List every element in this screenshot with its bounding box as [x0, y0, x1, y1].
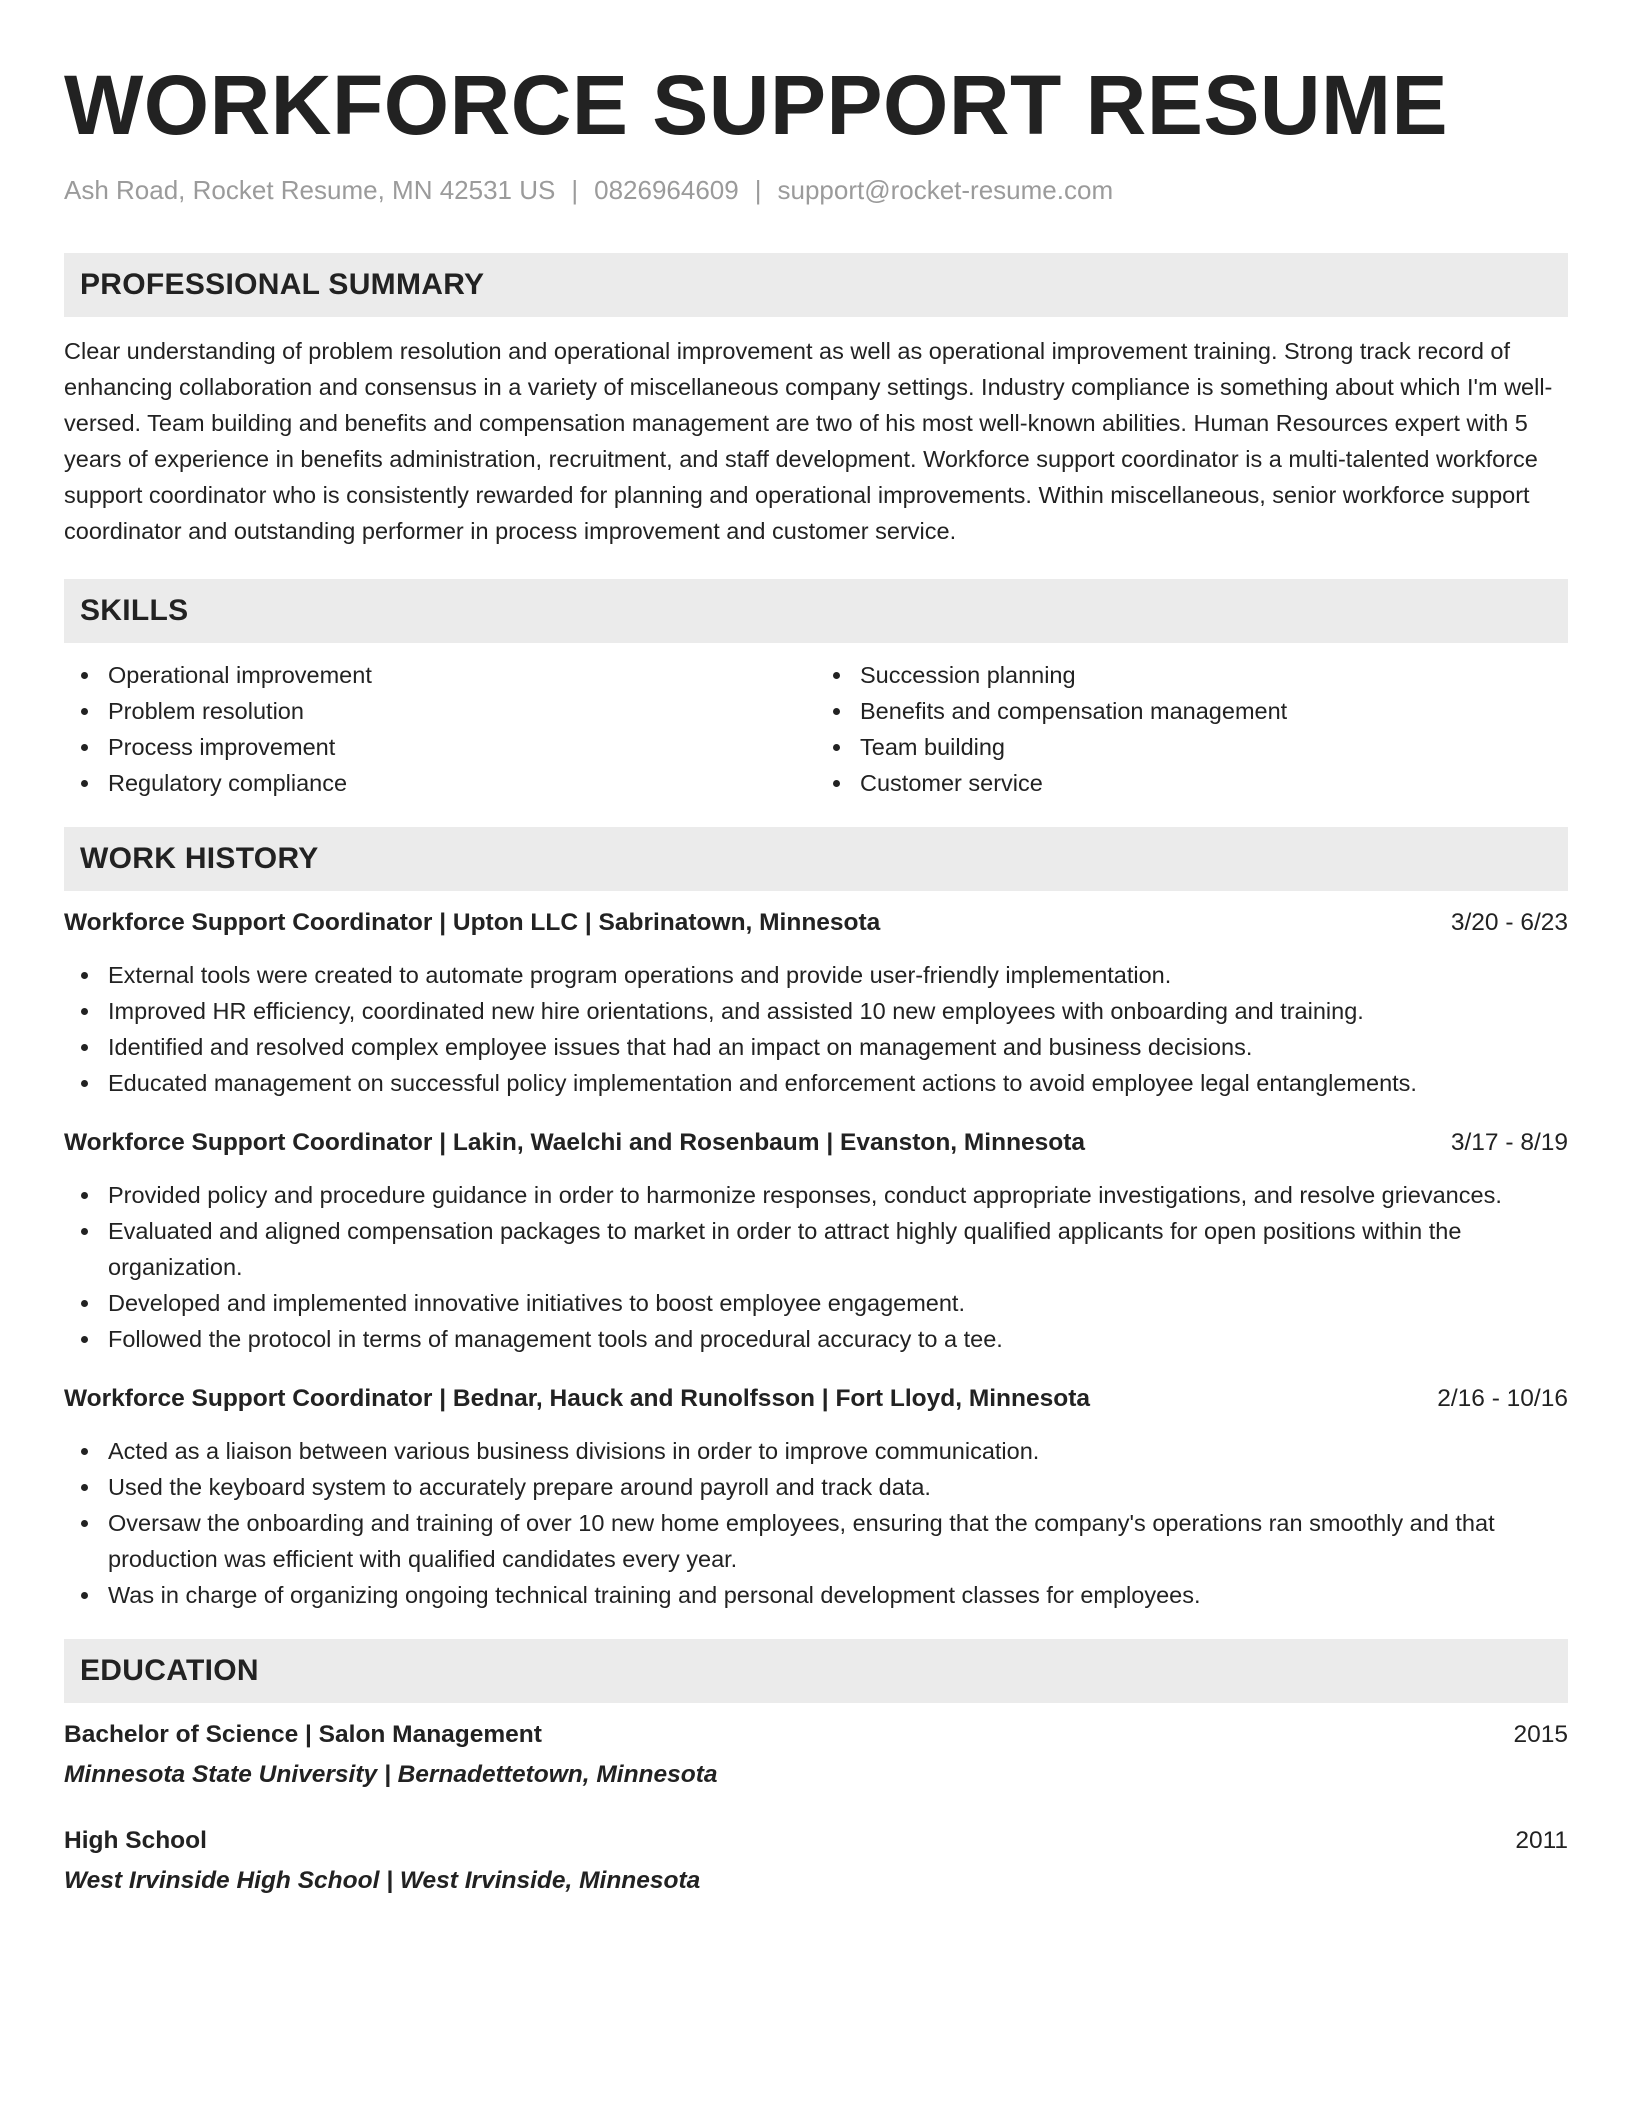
section-header-skills: SKILLS [64, 579, 1568, 643]
education-row [64, 1821, 1568, 1861]
skill-item: Team building [816, 729, 1568, 765]
job-bullet: Followed the protocol in terms of management tools and procedural accuracy to a tee. [64, 1321, 1568, 1357]
job-bullet: Provided policy and procedure guidance in order to harmonize responses, conduct appropriate investigations, and resolve grievances. [64, 1177, 1568, 1213]
job-bullet: Improved HR efficiency, coordinated new hire orientations, and assisted 10 new employees with onboarding and training. [64, 993, 1568, 1029]
resume-title: WORKFORCE SUPPORT RESUME [64, 58, 1449, 152]
job-bullet: Identified and resolved complex employee issues that had an impact on management and business decisions. [64, 1029, 1568, 1065]
job-bullet: Developed and implemented innovative initiatives to boost employee engagement. [64, 1285, 1568, 1321]
summary-paragraph: Clear understanding of problem resolution and operational improvement as well as operational improvement training. Strong track record of enhancing collaboration and consensus in a variety of miscellaneous company settings. Industry compliance is something about which I'm well-versed. Team building and benefits and compensation management are two of his most well-known abilities. Human Resources expert with 5 years of experience in benefits administration, recruitment, and staff development. Workforce support coordinator is a multi-talented workforce support coordinator who is consistently rewarded for planning and operational improvements. Within miscellaneous, senior workforce support coordinator and outstanding performer in process improvement and customer service. [64, 338, 1553, 544]
education-entry [64, 1821, 1568, 1901]
education-row [64, 1715, 1568, 1755]
job-title: Workforce Support Coordinator | Bednar, Hauck and Runolfsson | Fort Lloyd, Minnesota [64, 1385, 1090, 1412]
job-dates: 3/17 - 8/19 [1450, 1129, 1568, 1156]
section-header-education: EDUCATION [64, 1639, 1568, 1703]
education-entry [64, 1715, 1568, 1795]
skill-item: Regulatory compliance [64, 765, 816, 801]
skill-item: Process improvement [64, 729, 816, 765]
contact-address: Ash Road, Rocket Resume, MN 42531 US [64, 175, 556, 205]
skill-item: Succession planning [816, 657, 1568, 693]
skill-item: Operational improvement [64, 657, 816, 693]
job-title: Workforce Support Coordinator | Upton LLC | Sabrinatown, Minnesota [64, 909, 881, 936]
job-bullet: Educated management on successful policy implementation and enforcement actions to avoid employee legal entanglements. [64, 1065, 1568, 1101]
education-degree: Bachelor of Science | Salon Management [64, 1721, 542, 1748]
job-entry [64, 1379, 1568, 1613]
skills-column-right [816, 657, 1568, 801]
job-dates: 3/20 - 6/23 [1450, 909, 1568, 936]
skills-grid [64, 657, 1568, 801]
job-entry [64, 903, 1568, 1101]
job-title-row [64, 903, 1568, 943]
job-title: Workforce Support Coordinator | Lakin, Waelchi and Rosenbaum | Evanston, Minnesota [64, 1129, 1086, 1156]
job-bullet-list [64, 1177, 1568, 1357]
job-entry [64, 1123, 1568, 1357]
contact-email: support@rocket-resume.com [777, 175, 1114, 205]
education-year: 2011 [1515, 1827, 1568, 1854]
job-bullet: External tools were created to automate program operations and provide user-friendly implementation. [64, 957, 1568, 993]
skills-column-left [64, 657, 816, 801]
job-bullet: Was in charge of organizing ongoing technical training and personal development classes for employees. [64, 1577, 1568, 1613]
job-bullet: Oversaw the onboarding and training of over 10 new home employees, ensuring that the company's operations ran smoothly and that production was efficient with qualified candidates every year. [64, 1505, 1568, 1577]
contact-phone: 0826964609 [594, 175, 739, 205]
education-degree: High School [64, 1827, 207, 1854]
education-year: 2015 [1513, 1721, 1568, 1748]
education-school: Minnesota State University | Bernadettetown, Minnesota [64, 1761, 718, 1788]
job-bullet-list [64, 957, 1568, 1101]
job-title-row [64, 1123, 1568, 1163]
job-title-row [64, 1379, 1568, 1419]
job-dates: 2/16 - 10/16 [1437, 1385, 1568, 1412]
job-bullet: Evaluated and aligned compensation packages to market in order to attract highly qualified applicants for open positions within the organization. [64, 1213, 1568, 1285]
skill-item: Problem resolution [64, 693, 816, 729]
contact-separator: | [571, 175, 579, 205]
contact-separator: | [754, 175, 762, 205]
section-header-summary: PROFESSIONAL SUMMARY [64, 253, 1568, 317]
contact-line [64, 170, 1568, 210]
skill-item: Benefits and compensation management [816, 693, 1568, 729]
skill-item: Customer service [816, 765, 1568, 801]
education-school: West Irvinside High School | West Irvinside, Minnesota [64, 1867, 701, 1894]
job-bullet: Used the keyboard system to accurately prepare around payroll and track data. [64, 1469, 1568, 1505]
job-bullet: Acted as a liaison between various business divisions in order to improve communication. [64, 1433, 1568, 1469]
section-header-work-history: WORK HISTORY [64, 827, 1568, 891]
job-bullet-list [64, 1433, 1568, 1613]
